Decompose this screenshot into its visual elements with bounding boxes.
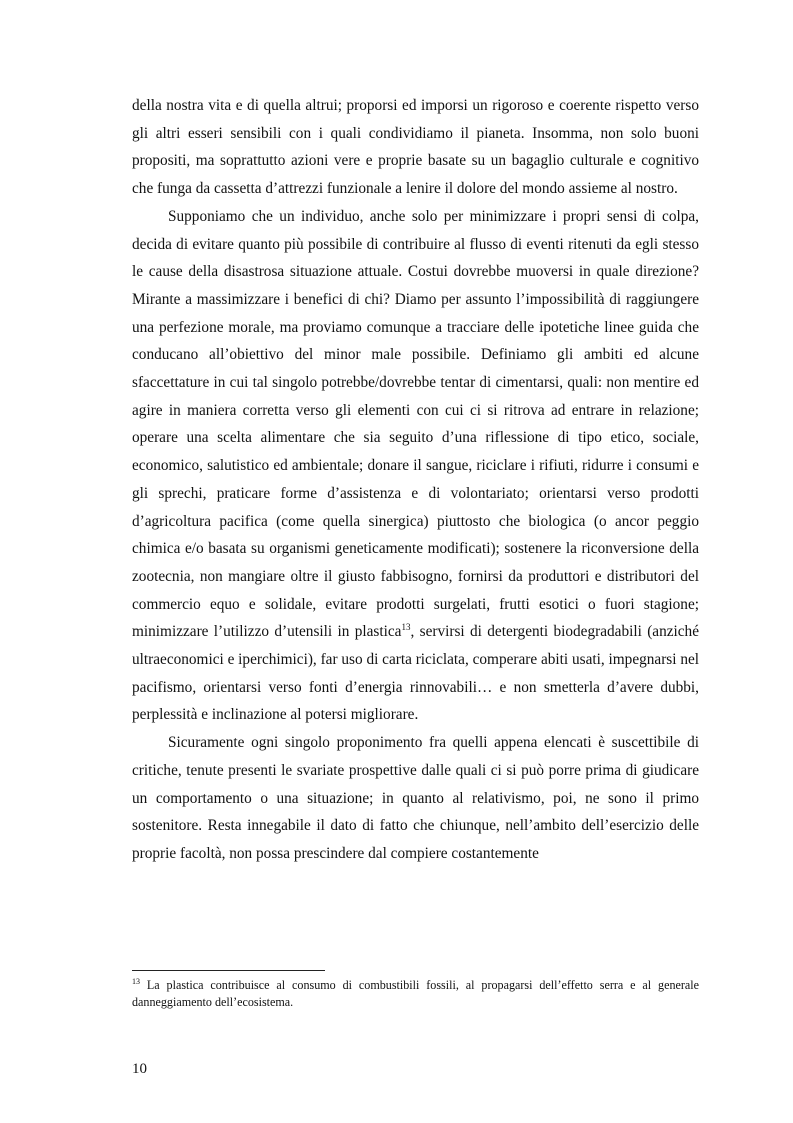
footnote-separator xyxy=(132,970,325,971)
paragraph-1 xyxy=(132,92,699,203)
paragraph-2 xyxy=(132,203,699,729)
page-number: 10 xyxy=(132,1061,147,1077)
body-text xyxy=(132,92,699,868)
paragraph-1-text: della nostra vita e di quella altrui; proporsi ed imporsi un rigoroso e coerente rispetto verso gli altri esseri sensibili con i quali condividiamo il pianeta. Insomma, non solo buoni propositi, ma soprattutto azioni vere e proprie basate su un bagaglio culturale e cognitivo che funga da cassetta d’attrezzi funzionale a lenire il dolore del mondo assieme al nostro. xyxy=(132,97,699,198)
footnote-number: 13 xyxy=(132,977,140,986)
footnote-reference[interactable]: 13 xyxy=(401,622,411,633)
paragraph-2-text-after-note: , servirsi di detergenti biodegradabili (anziché ultraeconomici e iperchimici), far uso di carta riciclata, comperare abiti usati, impegnarsi nel pacifismo, orientarsi verso fonti d’energia rinnovabili… e non smetterla d’avere dubbi, perplessità e inclinazione al potersi migliorare. xyxy=(132,623,700,724)
paragraph-3 xyxy=(132,729,699,868)
footnote-text: La plastica contribuisce al consumo di combustibili fossili, al propagarsi dell’effetto serra e al generale danneggiamento dell’ecosistema. xyxy=(132,978,699,1009)
paragraph-3-text: Sicuramente ogni singolo proponimento fra quelli appena elencati è suscettibile di critiche, tenute presenti le svariate prospettive dalle quali ci si può porre prima di giudicare un comportamento o una situazione; in quanto al relativismo, poi, ne sono il primo sostenitore. Resta innegabile il dato di fatto che chiunque, nell’ambito dell’esercizio delle proprie facoltà, non possa prescindere dal compiere costantemente xyxy=(132,734,699,862)
paragraph-2-text-before-note: Supponiamo che un individuo, anche solo per minimizzare i propri sensi di colpa, decida di evitare quanto più possibile di contribuire al flusso di eventi ritenuti da egli stesso le cause della disastrosa situazione attuale. Costui dovrebbe muoversi in quale direzione? Mirante a massimizzare i benefici di chi? Diamo per assunto l’impossibilità di raggiungere una perfezione morale, ma proviamo comunque a tracciare delle ipotetiche linee guida che conducano all’obiettivo del minor male possibile. Definiamo gli ambiti ed alcune sfaccettature in cui tal singolo potrebbe/dovrebbe tentar di cimentarsi, quali: non mentire ed agire in maniera corretta verso gli elementi con cui ci si ritrova ad entrare in relazione; operare una scelta alimentare che sia seguito d’una riflessione di tipo etico, sociale, economico, salutistico ed ambientale; donare il sangue, riciclare i rifiuti, ridurre i consumi e gli sprechi, praticare forme d’assistenza e di volontariato; orientarsi verso prodotti d’agricoltura pacifica (come quella sinergica) piuttosto che biologica (o ancor peggio chimica e/o basata su organismi geneticamente modificati); sostenere la riconversione della zootecnia, non mangiare oltre il giusto fabbisogno, fornirsi da produttori e distributori del commercio equo e solidale, evitare prodotti surgelati, frutti esotici o fuori stagione; minimizzare l’utilizzo d’utensili in plastica xyxy=(132,207,699,641)
footnote xyxy=(132,977,699,1010)
